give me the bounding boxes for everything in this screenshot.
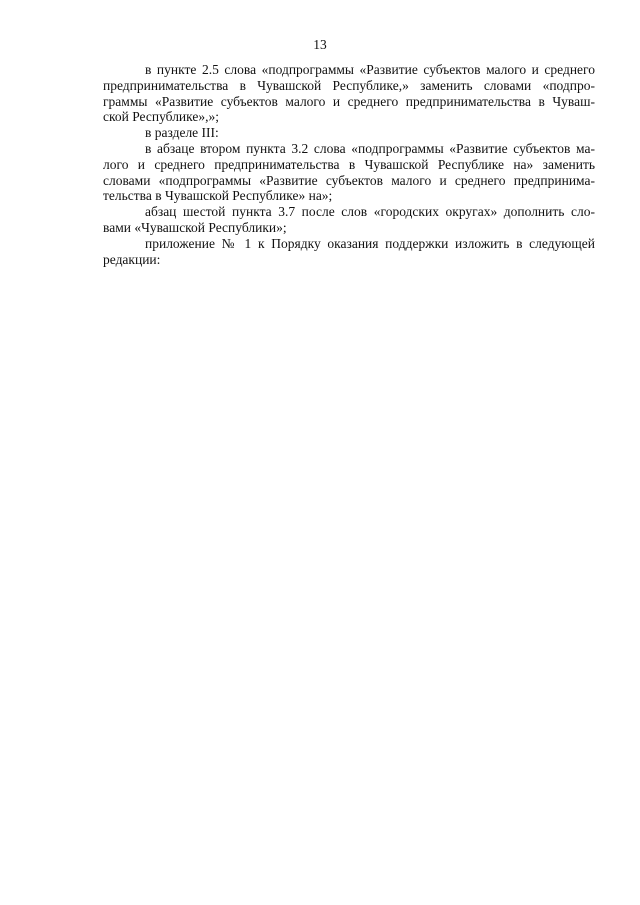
text-line: в пункте 2.5 слова «подпрограммы «Развитие субъектов малого и среднего bbox=[145, 62, 595, 77]
text-line: словами «подпрограммы «Развитие субъектов малого и среднего предпринима- bbox=[103, 172, 595, 188]
paragraph-point-3-2 bbox=[103, 141, 595, 204]
text-line: тельства в Чувашской Республике» на»; bbox=[103, 188, 333, 204]
text-line: вами «Чувашской Республики»; bbox=[103, 219, 287, 235]
text-line: приложение № 1 к Порядку оказания поддержки изложить в следующей bbox=[145, 235, 595, 251]
text-line: граммы «Развитие субъектов малого и среднего предпринимательства в Чуваш- bbox=[103, 93, 595, 109]
paragraph-point-3-7 bbox=[103, 204, 595, 236]
text-line: лого и среднего предпринимательства в Чувашской Республике на» заменить bbox=[103, 156, 595, 172]
text-line: в абзаце втором пункта 3.2 слова «подпрограммы «Развитие субъектов ма- bbox=[145, 140, 595, 156]
text-line: ской Республике»,»; bbox=[103, 109, 219, 125]
text-line: в разделе III: bbox=[145, 125, 219, 141]
text-line: редакции: bbox=[103, 251, 161, 267]
text-line: абзац шестой пункта 3.7 после слов «городских округах» дополнить сло- bbox=[145, 204, 595, 220]
paragraph-appendix-1 bbox=[103, 236, 595, 268]
document-body bbox=[103, 62, 595, 267]
paragraph-point-2-5 bbox=[103, 62, 595, 125]
page-number: 13 bbox=[313, 37, 327, 52]
paragraph-section-3 bbox=[103, 125, 595, 141]
text-line: предпринимательства в Чувашской Республике,» заменить словами «подпро- bbox=[103, 77, 595, 93]
